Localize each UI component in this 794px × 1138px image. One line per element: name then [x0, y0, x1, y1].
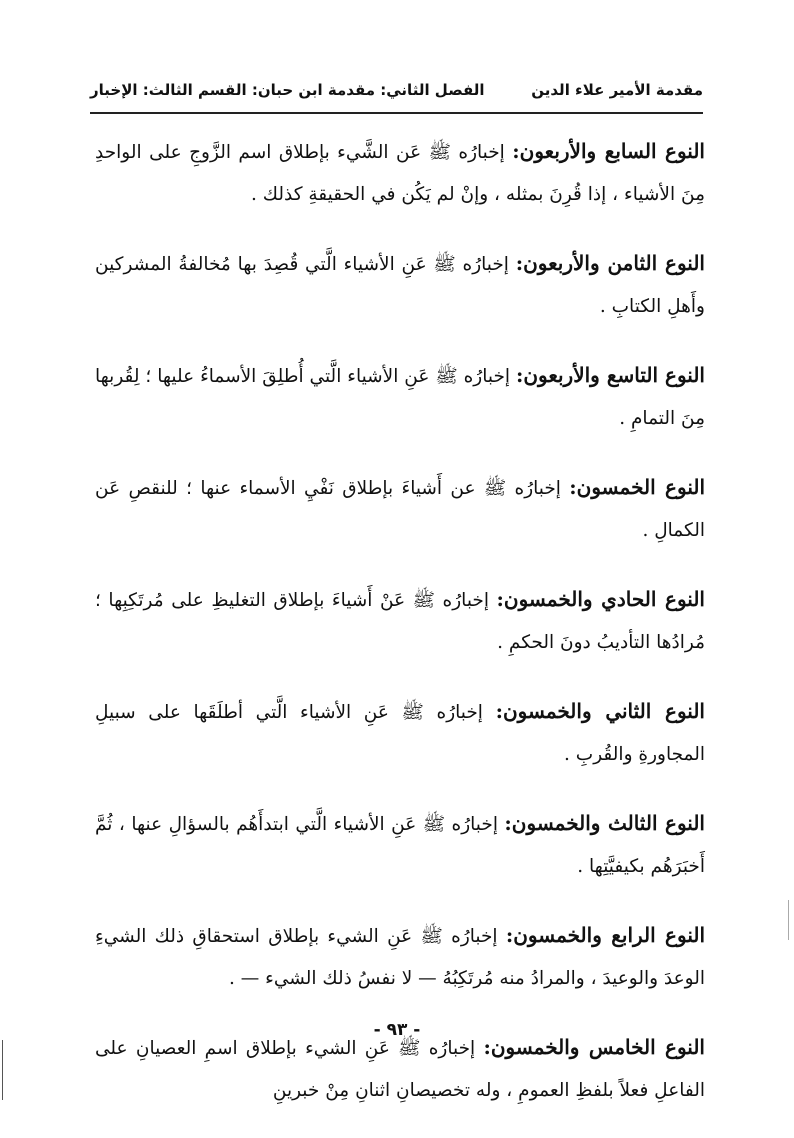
- page-number: - ٩٣ -: [373, 1020, 421, 1040]
- paragraph-heading: النوع الحادي والخمسون:: [496, 587, 705, 611]
- paragraph-text: إخبارُه ﷺ عن أَشياءَ بإطلاق نَفْيِ الأسماء عنها ؛ للنقصِ عَن الكمالِ .: [95, 478, 705, 541]
- paragraph: [95, 914, 705, 1000]
- paragraph: [95, 242, 705, 328]
- paragraph-heading: النوع السابع والأربعون:: [512, 139, 705, 163]
- scan-edge-mark: [2, 1040, 3, 1100]
- paragraph-text: إخبارُه ﷺ عَنِ الأشياء الَّتي أطلَقَها على سبيلِ المجاورةِ والقُربِ .: [95, 702, 705, 765]
- header-book-title: مقدمة الأمير علاء الدين: [531, 81, 703, 99]
- body-text: [95, 130, 705, 1138]
- paragraph-text: إخبارُه ﷺ عَن الشَّيء بإطلاق اسم الزَّوجِ على الواحدِ مِنَ الأشياء ، إذا قُرِنَ بمثله ، وإنْ لم يَكُن في الحقيقةِ كذلك .: [95, 142, 705, 205]
- paragraph-text: إخبارُه ﷺ عَنِ الشيء بإطلاق اسمِ العصيانِ على الفاعلِ فعلاً بلفظِ العمومِ ، وله تخصيصانِ اثنانِ مِنْ خبرينِ: [95, 1038, 705, 1101]
- paragraph: [95, 802, 705, 888]
- paragraph: [95, 578, 705, 664]
- paragraph-heading: النوع الخامس والخمسون:: [483, 1035, 705, 1059]
- paragraph: [95, 466, 705, 552]
- running-header: [90, 70, 703, 110]
- header-rule: [90, 112, 703, 114]
- paragraph-text: إخبارُه ﷺ عَنِ الأشياء الَّتي ابتدأَهُم بالسؤالِ عنها ، ثُمَّ أَخبَرَهُم بكيفيَّتِها .: [95, 814, 705, 877]
- paragraph-heading: النوع التاسع والأربعون:: [515, 363, 705, 387]
- paragraph-heading: النوع الخمسون:: [569, 475, 706, 499]
- paragraph-heading: النوع الثالث والخمسون:: [504, 811, 705, 835]
- paragraph-text: إخبارُه ﷺ عَنِ الأشياء الَّتي أُطلِقَ الأسماءُ عليها ؛ لِقُربها مِنَ التمامِ .: [95, 366, 705, 429]
- paragraph-text: إخبارُه ﷺ عَنِ الشيء بإطلاق استحقاقِ ذلك الشيءِ الوعدَ والوعيدَ ، والمرادُ منه مُرتَكِبُهُ — لا نفسُ ذلك الشيء — .: [95, 926, 705, 989]
- header-section-title: الفصل الثاني: مقدمة ابن حبان: القسم الثالث: الإخبار: [90, 81, 485, 99]
- paragraph: [95, 354, 705, 440]
- paragraph-heading: النوع الثاني والخمسون:: [495, 699, 705, 723]
- paragraph-heading: النوع الرابع والخمسون:: [505, 923, 706, 947]
- paragraph-text: إخبارُه ﷺ عَنْ أَشياءَ بإطلاق التغليظِ على مُرتَكِبِها ؛ مُرادُها التأديبُ دونَ الحكمِ .: [95, 590, 705, 653]
- paragraph: [95, 690, 705, 776]
- paragraph: [95, 130, 705, 216]
- paragraph-text: إخبارُه ﷺ عَنِ الأشياء الَّتي قُصِدَ بها مُخالفةُ المشركين وأَهلِ الكتابِ .: [95, 254, 705, 317]
- paragraph-heading: النوع الثامن والأربعون:: [515, 251, 705, 275]
- scan-edge-mark: [788, 900, 789, 940]
